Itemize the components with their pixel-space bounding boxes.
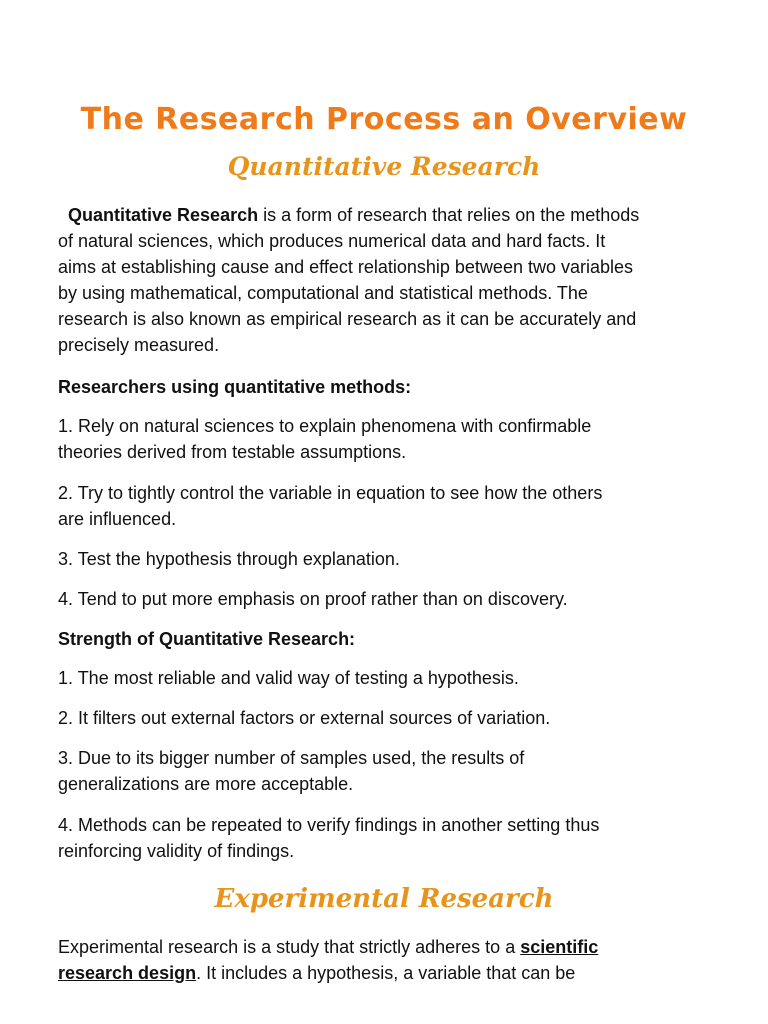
methods-heading: Researchers using quantitative methods: <box>58 377 412 397</box>
strength-item-line: 2. It filters out external factors or external sources of variation. <box>58 708 551 728</box>
method-item-line: 1. Rely on natural sciences to explain phenomena with confirmable <box>58 416 592 436</box>
scientific-research-design-link[interactable]: scientific <box>520 937 599 957</box>
strength-item-line: 1. The most reliable and valid way of testing a hypothesis. <box>58 668 519 688</box>
method-item-3 <box>58 546 718 572</box>
intro-line: aims at establishing cause and effect relationship between two variables <box>58 257 634 277</box>
method-item-line: 2. Try to tightly control the variable in equation to see how the others <box>58 483 603 503</box>
intro-first-line-text: is a form of research that relies on the methods <box>258 205 640 225</box>
intro-line: by using mathematical, computational and statistical methods. The <box>58 283 588 303</box>
scientific-research-design-link-cont[interactable]: research design <box>58 963 197 983</box>
intro-first-line <box>58 202 718 228</box>
experimental-paragraph <box>58 934 718 986</box>
experimental-text: . It includes a hypothesis, a variable that can be <box>196 963 576 983</box>
strength-item-line: 4. Methods can be repeated to verify findings in another setting thus <box>58 815 600 835</box>
intro-line: precisely measured. <box>58 335 220 355</box>
method-item-1 <box>58 413 718 465</box>
section-heading-quantitative: Quantitative Research <box>227 152 541 181</box>
intro-term: Quantitative Research <box>68 205 259 225</box>
strength-item-line: generalizations are more acceptable. <box>58 774 354 794</box>
document-title: The Research Process an Overview <box>80 102 688 137</box>
strength-item-3 <box>58 745 718 797</box>
method-item-line: theories derived from testable assumptions. <box>58 442 407 462</box>
method-item-line: 4. Tend to put more emphasis on proof rather than on discovery. <box>58 589 568 609</box>
strength-heading: Strength of Quantitative Research: <box>58 629 356 649</box>
experimental-line-1 <box>58 934 718 960</box>
strength-item-line: 3. Due to its bigger number of samples used, the results of <box>58 748 525 768</box>
strength-item-2 <box>58 705 718 731</box>
strength-item-1 <box>58 665 718 691</box>
method-item-4 <box>58 586 718 612</box>
intro-line: research is also known as empirical research as it can be accurately and <box>58 309 637 329</box>
experimental-text: Experimental research is a study that strictly adheres to a <box>58 937 521 957</box>
strength-item-4 <box>58 812 718 864</box>
experimental-line-2 <box>58 960 718 986</box>
strength-item-line: reinforcing validity of findings. <box>58 841 295 861</box>
intro-line: of natural sciences, which produces numerical data and hard facts. It <box>58 231 606 251</box>
method-item-line: are influenced. <box>58 509 177 529</box>
method-item-2 <box>58 480 718 532</box>
section-heading-experimental: Experimental Research <box>214 884 554 914</box>
method-item-line: 3. Test the hypothesis through explanation. <box>58 549 400 569</box>
intro-paragraph <box>58 202 718 358</box>
